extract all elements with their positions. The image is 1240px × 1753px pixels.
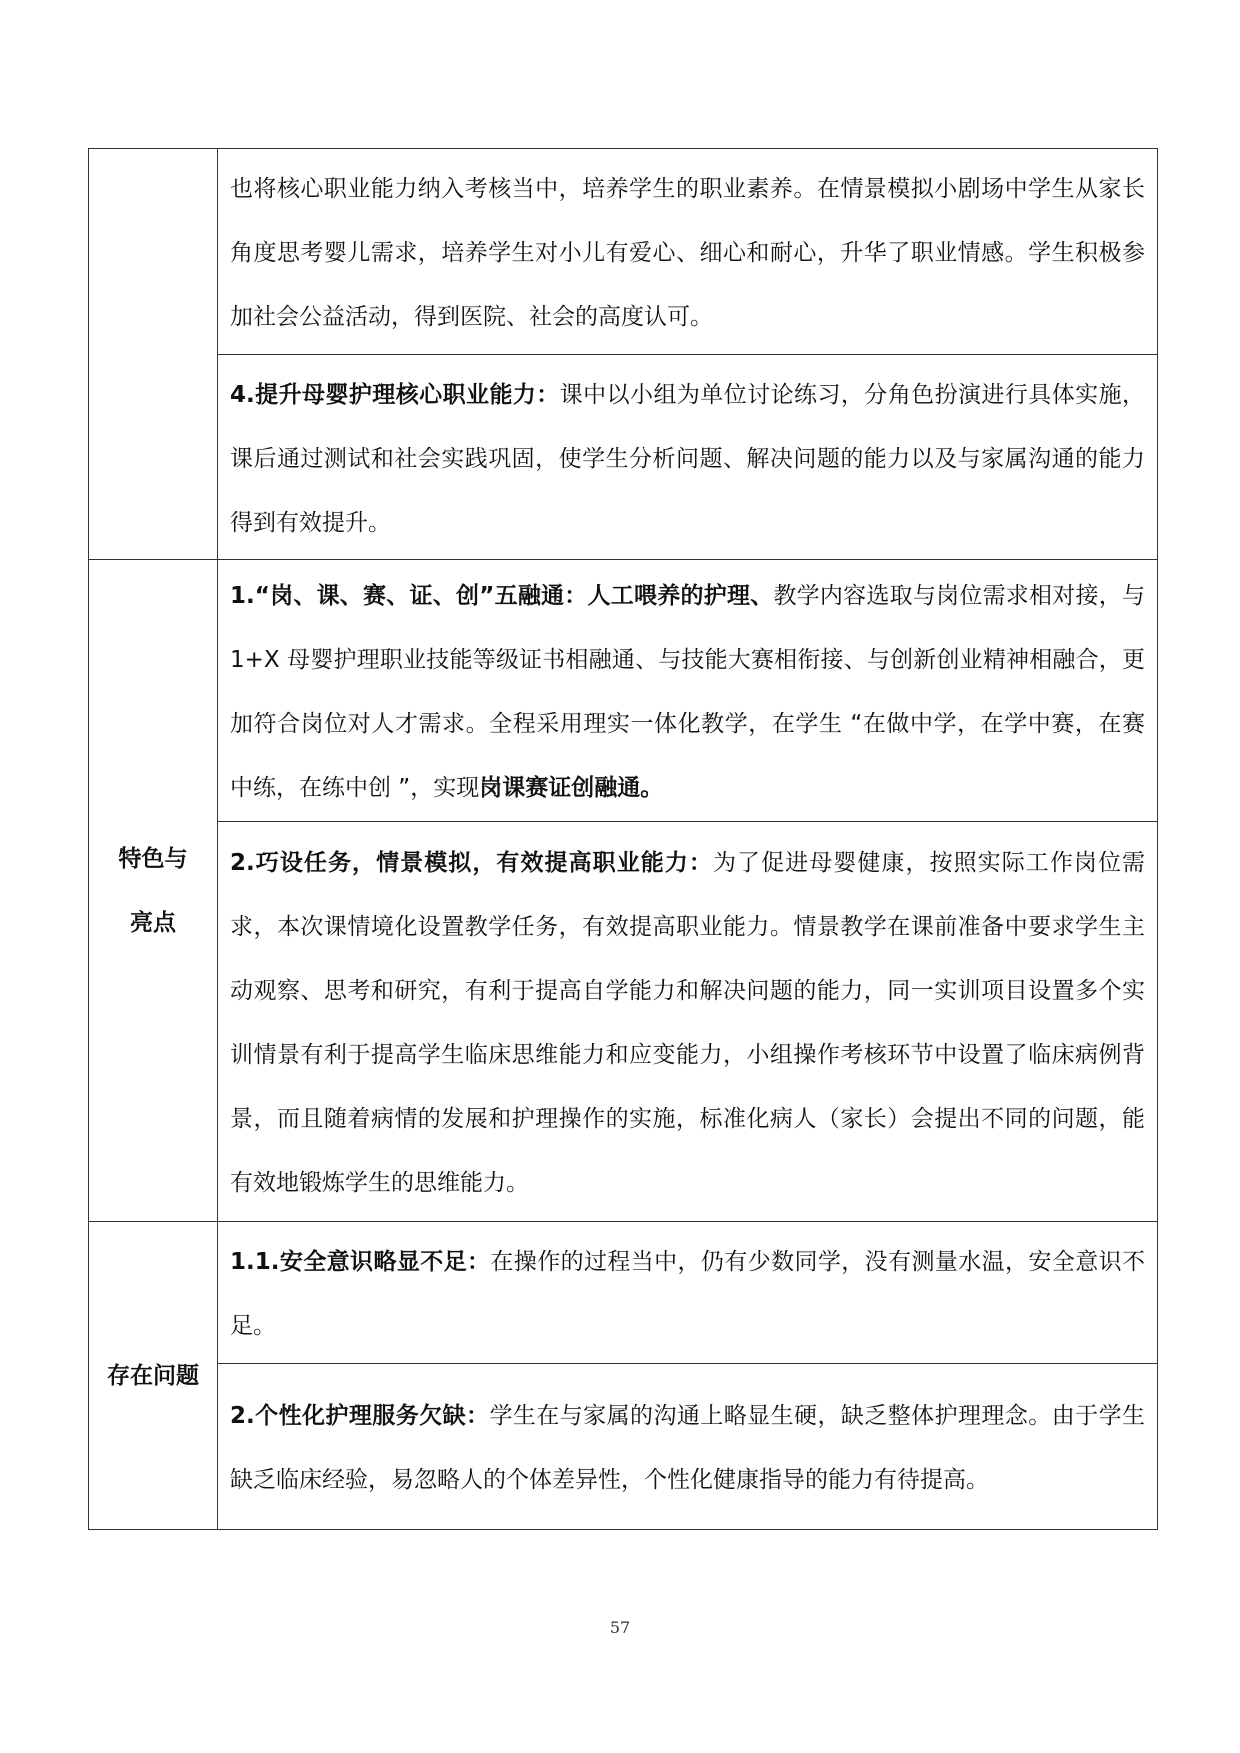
cell-body: 在操作的过程当中，仍有少数同学，没有测量水温，安全意识不足。: [230, 1249, 1145, 1339]
table-row: [89, 1364, 1158, 1530]
cell-lead: 2.个性化护理服务欠缺：: [230, 1403, 490, 1429]
row-label-features: [89, 560, 218, 1222]
content-cell: [218, 355, 1158, 560]
cell-lead: 4.提升母婴护理核心职业能力：: [230, 381, 560, 408]
row-label-empty: [89, 149, 218, 560]
content-cell: [218, 560, 1158, 822]
cell-body: 教学内容选取与岗位需求相对接，与 1+X 母婴护理职业技能等级证书相融通、与技能大赛相衔接、与创新创业精神相融合，更加符合岗位对人才需求。全程采用理实一体化教学，在学生 “在做中学，在学中赛，在赛中练，在练中创 ”，实现: [230, 583, 1145, 801]
page-number: 57: [609, 1618, 631, 1637]
row-label-text: 存在问题: [107, 1362, 199, 1389]
cell-tail: 岗课赛证创融通。: [479, 775, 664, 801]
content-table: [88, 148, 1158, 1530]
cell-lead: 2.巧设任务，情景模拟，有效提高职业能力：: [230, 850, 713, 876]
cell-body: 课中以小组为单位讨论练习，分角色扮演进行具体实施，课后通过测试和社会实践巩固，使学生分析问题、解决问题的能力以及与家属沟通的能力得到有效提升。: [230, 381, 1145, 536]
row-label-issues: [89, 1222, 218, 1530]
content-cell: [218, 149, 1158, 355]
content-cell: [218, 1222, 1158, 1364]
content-cell: [218, 1364, 1158, 1530]
cell-lead: 1.“岗、课、赛、证、创”五融通：人工喂养的护理、: [230, 583, 774, 609]
table-row: [89, 1222, 1158, 1364]
table-row: [89, 149, 1158, 355]
cell-body: 学生在与家属的沟通上略显生硬，缺乏整体护理理念。由于学生缺乏临床经验，易忽略人的个体差异性，个性化健康指导的能力有待提高。: [230, 1403, 1145, 1493]
content-cell: [218, 822, 1158, 1222]
cell-body: 为了促进母婴健康，按照实际工作岗位需求，本次课情境化设置教学任务，有效提高职业能力。情景教学在课前准备中要求学生主动观察、思考和研究，有利于提高自学能力和解决问题的能力，同一实训项目设置多个实训情景有利于提高学生临床思维能力和应变能力，小组操作考核环节中设置了临床病例背景，而且随着病情的发展和护理操作的实施，标准化病人（家长）会提出不同的问题，能有效地锻炼学生的思维能力。: [230, 850, 1146, 1196]
table-row: [89, 355, 1158, 560]
cell-body: 也将核心职业能力纳入考核当中，培养学生的职业素养。在情景模拟小剧场中学生从家长角度思考婴儿需求，培养学生对小儿有爱心、细心和耐心，升华了职业情感。学生积极参加社会公益活动，得到医院、社会的高度认可。: [230, 176, 1145, 330]
row-label-text: 特色与亮点: [118, 845, 188, 936]
cell-lead: 1.1.安全意识略显不足：: [230, 1249, 491, 1275]
table-row: [89, 822, 1158, 1222]
table-row: [89, 560, 1158, 822]
